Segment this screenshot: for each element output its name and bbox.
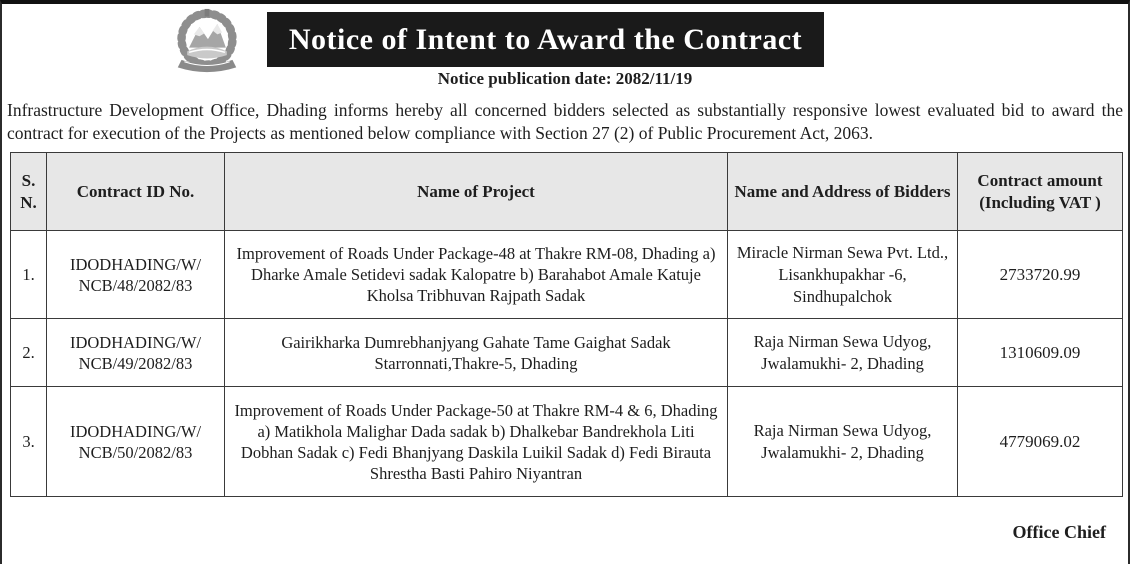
intro-paragraph: Infrastructure Development Office, Dhading informs hereby all concerned bidders selected as substantially responsive lowest evaluated bid to award the contract for execution of the Projects as mentioned below compliance with Section 27 (2) of Public Procurement Act, 2063. <box>7 100 1123 143</box>
cell-project-name: Gairikharka Dumrebhanjyang Gahate Tame Gaighat Sadak Starronnati,Thakre-5, Dhading <box>225 319 728 387</box>
cell-contract-id: IDODHADING/W/ NCB/49/2082/83 <box>47 319 225 387</box>
notice-title-banner: Notice of Intent to Award the Contract <box>267 12 824 67</box>
cell-serial-number: 1. <box>11 231 47 319</box>
cell-contract-id: IDODHADING/W/ NCB/50/2082/83 <box>47 387 225 497</box>
nepal-government-emblem-icon <box>152 8 262 74</box>
publication-date: Notice publication date: 2082/11/19 <box>437 69 693 88</box>
table-row <box>11 387 1123 497</box>
cell-contract-amount: 4779069.02 <box>958 387 1123 497</box>
cell-bidder: Raja Nirman Sewa Udyog, Jwalamukhi- 2, Dhading <box>728 319 958 387</box>
col-header-contract-amount: Contract amount (Including VAT ) <box>958 153 1123 231</box>
col-header-sn: S. N. <box>11 153 47 231</box>
contracts-table <box>10 152 1123 497</box>
col-header-project-name: Name of Project <box>225 153 728 231</box>
cell-contract-id: IDODHADING/W/ NCB/48/2082/83 <box>47 231 225 319</box>
col-header-contract-id: Contract ID No. <box>47 153 225 231</box>
cell-contract-amount: 2733720.99 <box>958 231 1123 319</box>
office-chief-signature: Office Chief <box>1012 522 1106 542</box>
table-header-row <box>11 153 1123 231</box>
cell-contract-amount: 1310609.09 <box>958 319 1123 387</box>
cell-serial-number: 3. <box>11 387 47 497</box>
table-row <box>11 231 1123 319</box>
cell-project-name: Improvement of Roads Under Package-50 at Thakre RM-4 & 6, Dhading a) Matikhola Malighar Dada sadak b) Dhalkebar Bandrekhola Liti Dobhan Sadak c) Fedi Bhanjyang Daskila Luikil Sadak d) Fedi Birauta Shrestha Basti Pahiro Niyantran <box>225 387 728 497</box>
cell-project-name: Improvement of Roads Under Package-48 at Thakre RM-08, Dhading a) Dharke Amale Setidevi sadak Kalopatre b) Barahabot Amale Katuje Kholsa Tribhuvan Rajpath Sadak <box>225 231 728 319</box>
col-header-bidders: Name and Address of Bidders <box>728 153 958 231</box>
cell-bidder: Raja Nirman Sewa Udyog, Jwalamukhi- 2, Dhading <box>728 387 958 497</box>
cell-bidder: Miracle Nirman Sewa Pvt. Ltd., Lisankhupakhar -6, Sindhupalchok <box>728 231 958 319</box>
cell-serial-number: 2. <box>11 319 47 387</box>
table-row <box>11 319 1123 387</box>
